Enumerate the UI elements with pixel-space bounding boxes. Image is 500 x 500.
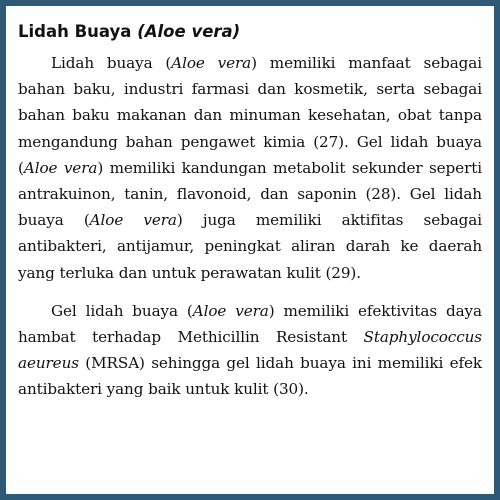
- paragraph-1: [18, 50, 482, 286]
- heading-title: Lidah Buaya: [18, 22, 132, 41]
- paragraph-1-text-3: ) memiliki kandungan metabolit sekunder seperti antrakuinon, tanin, flavonoid, dan saponin (28). Gel lidah buaya (: [18, 158, 482, 230]
- paragraph-2-species-1: Aloe vera: [192, 301, 269, 320]
- paragraph-1-text-4: ) juga memiliki aktifitas sebagai antibakteri, antijamur, peningkat aliran darah ke daerah yang terluka dan untuk perawatan kulit (29).: [18, 211, 482, 282]
- paragraph-2-text-1: Gel lidah buaya (: [51, 301, 193, 320]
- paragraph-1-species-2: Aloe vera: [23, 158, 98, 177]
- heading-scientific-name: (Aloe vera): [137, 22, 241, 41]
- paragraph-2: [18, 298, 482, 403]
- document-card: [6, 6, 494, 494]
- paragraph-1-species-1: Aloe vera: [171, 54, 252, 72]
- paragraph-2-text-3: (MRSA) sehingga gel lidah buaya ini memiliki efek antibakteri yang baik untuk kulit (30).: [18, 354, 482, 399]
- paragraph-1-text-2: ) memiliki manfaat sebagai bahan baku, industri farmasi dan kosmetik, serta sebagai bahan baku makanan dan minuman kesehatan, obat tanpa mengandung bahan pengawet kimia (27). Gel lidah buaya (: [18, 54, 482, 177]
- paragraph-1-text-1: Lidah buaya (: [51, 54, 172, 72]
- section-heading: [18, 20, 482, 44]
- paragraph-2-text-2: ) memiliki efektivitas daya hambat terhadap Methicillin Resistant: [18, 301, 482, 347]
- paragraph-2-species-2: Staphylococcus aeureus: [18, 328, 482, 373]
- paragraph-1-species-3: Aloe vera: [89, 211, 177, 230]
